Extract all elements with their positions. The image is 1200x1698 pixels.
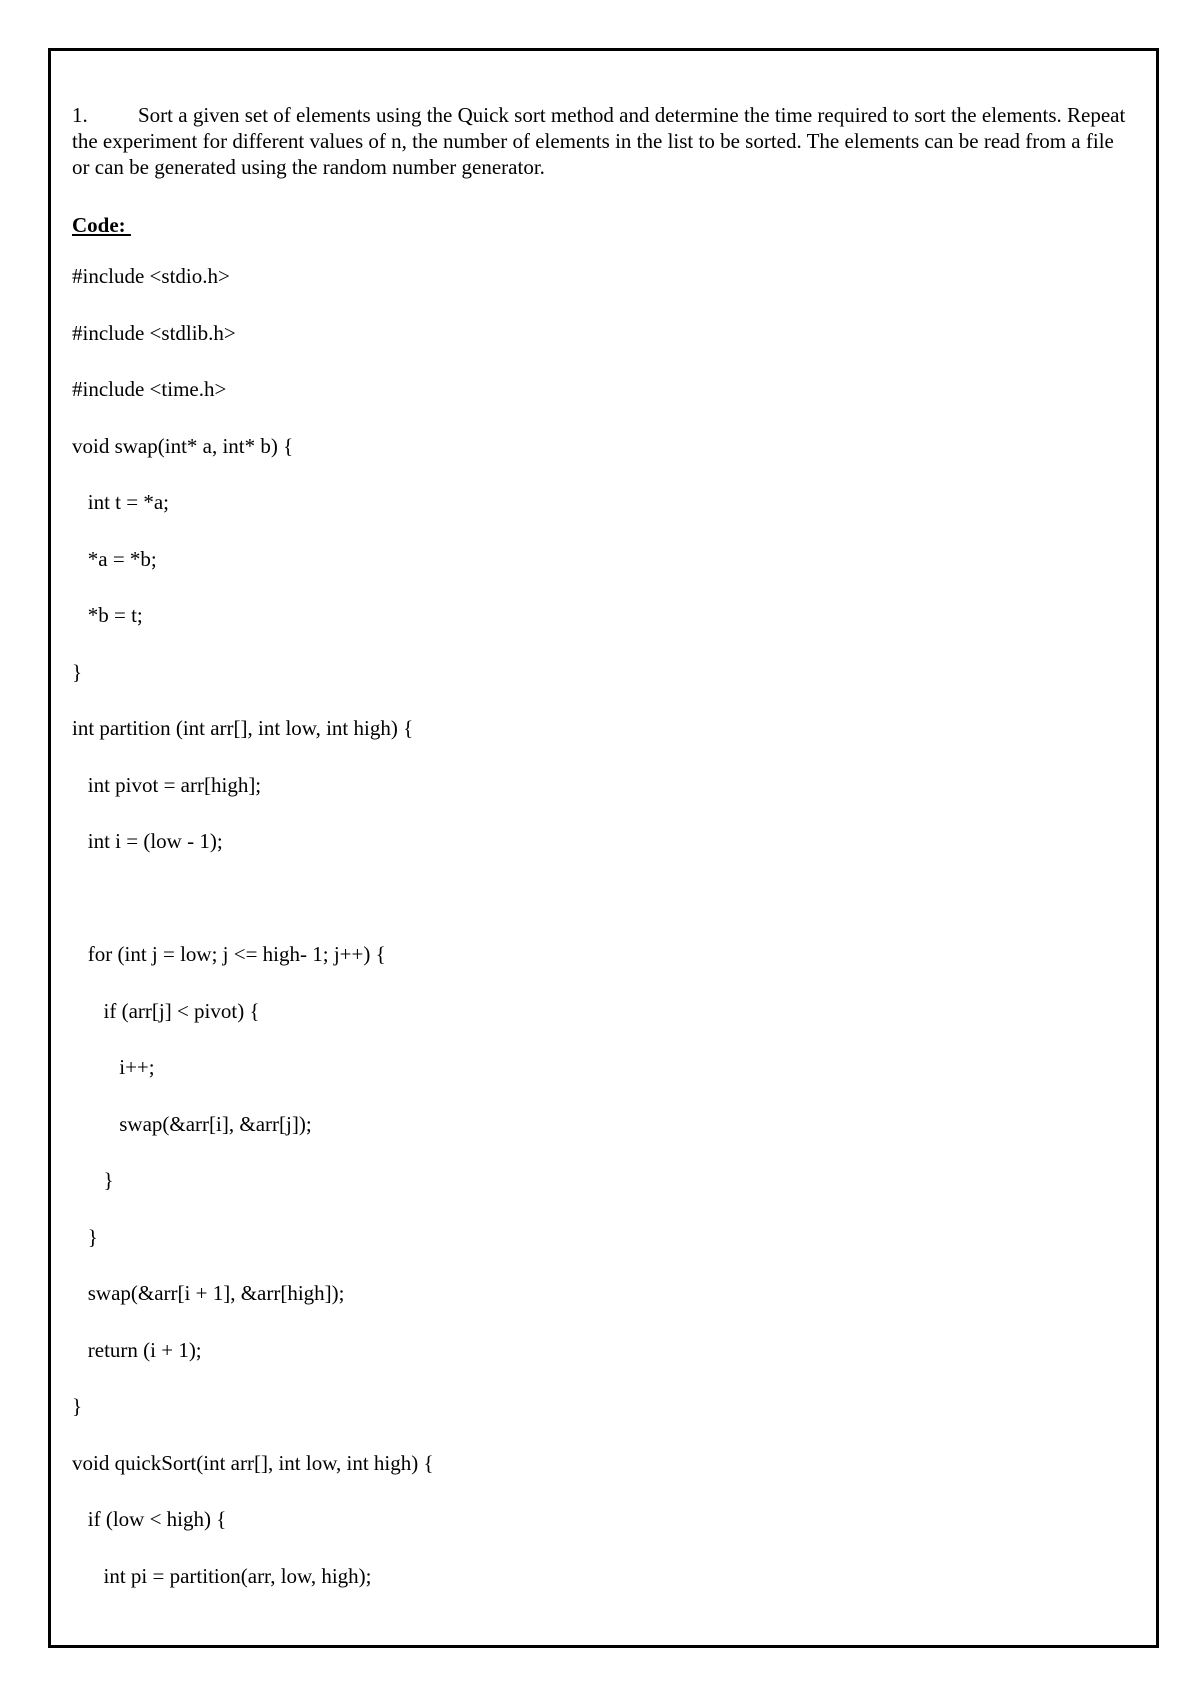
code-line: if (low < high) {	[72, 1507, 227, 1531]
code-line: *a = *b;	[72, 546, 157, 571]
code-line: return (i + 1);	[72, 1337, 202, 1362]
code-line: *b = t;	[72, 603, 143, 627]
code-line: }	[72, 1394, 83, 1418]
code-line: }	[72, 659, 83, 684]
code-line: int pi = partition(arr, low, high);	[72, 1563, 372, 1588]
code-line: int partition (int arr[], int low, int high) {	[72, 716, 414, 740]
question-number: 1.	[72, 103, 88, 127]
code-line: i++;	[72, 1055, 155, 1079]
question-paragraph	[72, 102, 1132, 180]
question-text: Sort a given set of elements using the Quick sort method and determine the time required to sort the elements. Repeat the experiment for different values of n, the number of elements in the list to be sorted. The elements can be read from a file or can be generated using the random number generator.	[72, 103, 1126, 179]
code-heading: Code:	[72, 213, 131, 237]
code-line: }	[72, 1168, 114, 1192]
code-line: void swap(int* a, int* b) {	[72, 433, 294, 458]
code-line: void quickSort(int arr[], int low, int high) {	[72, 1450, 434, 1475]
code-line: int pivot = arr[high];	[72, 772, 262, 797]
code-line: if (arr[j] < pivot) {	[72, 998, 260, 1023]
code-line: #include <stdio.h>	[72, 264, 230, 288]
code-line: for (int j = low; j <= high- 1; j++) {	[72, 942, 386, 966]
code-line	[72, 885, 434, 942]
code-line: int t = *a;	[72, 490, 170, 514]
code-line: swap(&arr[i], &arr[j]);	[72, 1111, 312, 1136]
code-line: int i = (low - 1);	[72, 829, 223, 853]
code-line: swap(&arr[i + 1], &arr[high]);	[72, 1281, 345, 1305]
code-line: }	[72, 1224, 98, 1249]
code-line: #include <time.h>	[72, 377, 227, 401]
code-block	[72, 263, 434, 1619]
code-line: #include <stdlib.h>	[72, 320, 236, 345]
